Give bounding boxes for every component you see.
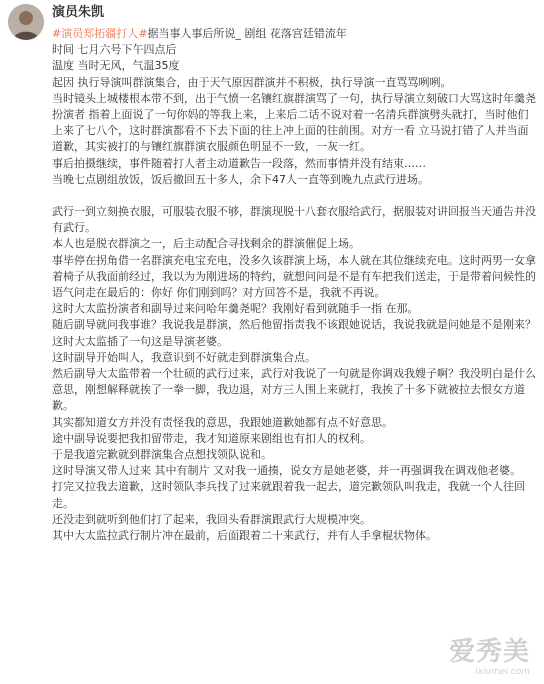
paragraph-17: 还没走到就听到他们打了起来，我回头看群演跟武行大规模冲突。 <box>52 512 371 526</box>
paragraph-15: 这时导演又带人过来 其中有制片 又对我一通揍，说女方是她老婆，并一再强调我在调戏他老婆。 <box>52 464 521 478</box>
hashtag-link[interactable]: #演员郑拓疆打人# <box>52 27 148 40</box>
username[interactable]: 演员朱凯 <box>52 5 105 20</box>
post-content <box>52 26 536 544</box>
paragraph-12: 其实都知道女方并没有责怪我的意思，我跟她道歉她都有点不好意思。 <box>52 415 393 429</box>
paragraph-7: 事毕停在拐角借一名群演充电宝充电，没多久该群演上场，本人就在其位继续充电。这时两男一女拿着椅子从我面前经过，我以为为刚进场的特约，就想问问是不是有车把我们送走，于是带着问候性的语气问走在最后的：你好 你们刚到吗？对方回答不是，我就不再说。 <box>52 253 536 300</box>
temperature-line: 温度 当时无风，气温35度 <box>52 59 180 73</box>
headline-text: 据当事人事后所说_ 剧组 花落宫廷错流年 <box>147 27 347 40</box>
paragraph-10: 这时副导开始叫人，我意识到不好就走到群演集合点。 <box>52 350 316 364</box>
paragraph-11: 然后副导大太监带着一个壮硕的武行过来，武行对我说了一句就是你调戏我嫂子啊？我没明白是什么意思，刚想解释就挨了一拳一脚，我边退，对方三人围上来就打，我挨了十多下就被拉去恨女方道歉。 <box>52 367 536 413</box>
watermark-brand: 爱秀美 <box>448 637 530 667</box>
time-line: 时间 七月六号下午四点后 <box>52 43 177 57</box>
paragraph-16: 打完又拉我去道歉，这时领队李兵找了过来就跟着我一起去，道完歉领队叫我走，我就一个人往回走。 <box>52 480 525 510</box>
paragraph-6: 本人也是脱衣群演之一，后主动配合寻找剩余的群演催促上场。 <box>52 237 360 251</box>
paragraph-2: 当时镜头上城楼根本带不到，出于气愤一名镶红旗群演骂了一句，执行导演立刻破口大骂这时年羹尧扮演者 指着上面说了一句你妈的等我上来，上来后二话不说对着一名清兵群演劈头就打，当时他们上来了七八个，这时群演都看不下去下面的往上冲上面的往前围。对方一看 立马说打错了人并当面道歉，其实被打的与镶红旗群演衣服颜色明显不一致，一灰一红。 <box>52 91 536 154</box>
avatar[interactable] <box>8 4 44 40</box>
paragraph-gap <box>52 188 536 204</box>
paragraph-4: 当晚七点剧组放饭，饭后撤回五十多人，余下47人一直等到晚九点武行进场。 <box>52 172 429 186</box>
user-avatar-icon <box>8 4 44 40</box>
watermark-domain: ixiumei.com <box>475 667 530 677</box>
post-headline <box>52 26 536 42</box>
paragraph-14: 于是我道完歉就到群演集合点想找领队说和。 <box>52 448 272 462</box>
paragraph-5: 武行一到立刻换衣服，可服装衣服不够，群演现脱十八套衣服给武行，据服装对讲回报当天通告并没有武行。 <box>52 205 536 235</box>
paragraph-13: 途中副导说要把我扣留带走，我才知道原来剧组也有扣人的权利。 <box>52 431 371 445</box>
paragraph-1: 起因 执行导演叫群演集合，由于天气原因群演并不积极，执行导演一直骂骂咧咧。 <box>52 75 452 89</box>
paragraph-3: 事后拍摄继续，事件随着打人者主动道歉告一段落，然而事情并没有结束…… <box>52 156 426 170</box>
paragraph-18: 其中大太监拉武行制片冲在最前，后面跟着二十来武行，并有人手拿棍状物体。 <box>52 529 437 543</box>
watermark <box>449 637 530 678</box>
paragraph-8: 这时大太监扮演者和副导过来问哈年羹尧呢？我刚好看到就随手一指 在那。 <box>52 302 419 316</box>
paragraph-9: 随后副导就问我事谁？我说我是群演，然后他留指责我不该跟她说话，我说我就是问她是不是刚来？这时大太监插了一句这是导演老婆。 <box>52 318 536 348</box>
